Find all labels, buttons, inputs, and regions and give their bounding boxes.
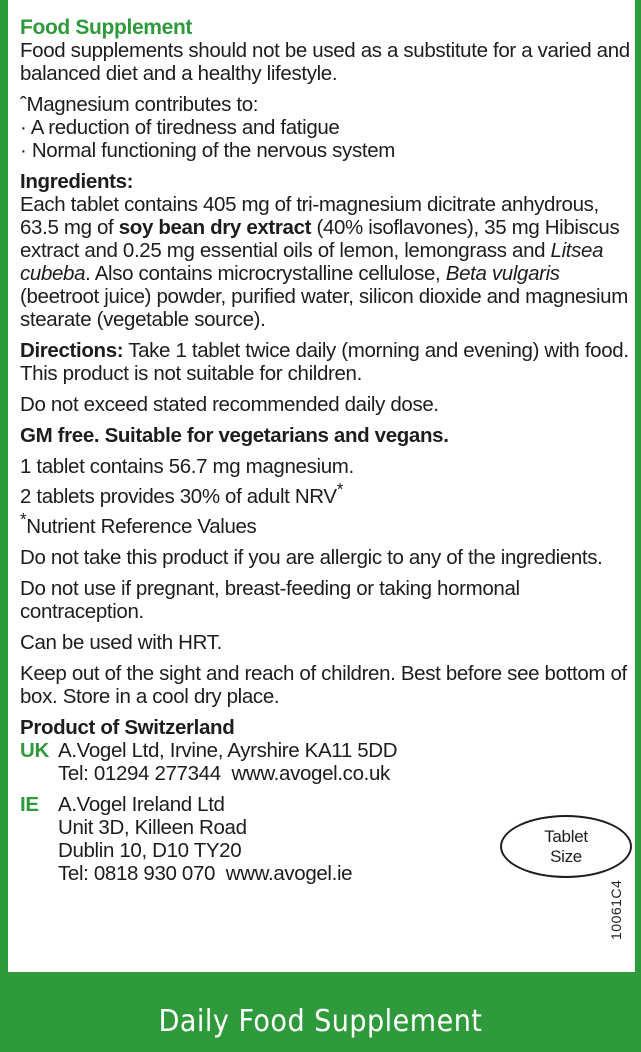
tablet-size-label: Size <box>550 846 582 866</box>
directions-section <box>20 339 634 416</box>
footnote-asterisk: * <box>20 509 27 529</box>
ingredients-section <box>20 170 634 331</box>
tablet-size-outline <box>500 815 632 878</box>
footer-title: Daily Food Supplement <box>158 1004 483 1039</box>
pregnancy-warning: Do not use if pregnant, breast-feeding or taking hormonal contraception. <box>20 576 520 623</box>
product-code: 10061C4 <box>608 879 624 940</box>
ingredients-litsea: Litsea cubeba <box>20 239 604 285</box>
nrv-asterisk: * <box>336 480 343 499</box>
directions-heading: Directions: <box>20 339 124 362</box>
ie-address-lines <box>58 793 352 885</box>
uk-address-lines <box>58 739 397 785</box>
allergy-warning: Do not take this product if you are allergic to any of the ingredients. <box>20 545 603 569</box>
address-line: Tel: 01294 277344 www.avogel.co.uk <box>58 761 390 785</box>
gm-free-statement: GM free. Suitable for vegetarians and vegans. <box>20 424 449 447</box>
magnesium-claim-item: · A reduction of tiredness and fatigue <box>20 116 340 139</box>
food-supplement-heading: Food Supplement <box>20 16 193 39</box>
directions-text <box>20 339 634 362</box>
food-supplement-text: Food supplements should not be used as a substitute for a varied and balanced diet and a healthy lifestyle. <box>20 39 630 85</box>
address-line: Dublin 10, D10 TY20 <box>58 838 242 862</box>
address-line: A.Vogel Ireland Ltd <box>58 792 225 816</box>
label-content <box>20 16 634 885</box>
ingredients-text <box>20 193 634 331</box>
footer-banner <box>0 972 641 1052</box>
magnesium-claim-item: · Normal functioning of the nervous system <box>20 139 395 162</box>
tablet-size-label: Tablet <box>544 826 588 846</box>
nrv-text: 2 tablets provides 30% of adult NRV <box>20 484 337 508</box>
ingredients-part: (beetroot juice) powder, purified water, silicon dioxide and magnesium stearate (vegetable source). <box>20 285 628 331</box>
nutrition-line: 1 tablet contains 56.7 mg magnesium. <box>20 455 354 478</box>
address-line: A.Vogel Ltd, Irvine, Ayrshire KA11 5DD <box>58 738 398 762</box>
ingredients-soy-bean: soy bean dry extract <box>118 216 312 239</box>
footnote-text: Nutrient Reference Values <box>26 514 257 538</box>
hrt-note: Can be used with HRT. <box>20 630 222 654</box>
nutrition-section <box>20 455 634 538</box>
product-origin: Product of Switzerland <box>20 715 235 739</box>
magnesium-intro: ˆMagnesium contributes to: <box>20 93 259 116</box>
uk-code: UK <box>20 738 49 762</box>
ingredients-beta-vulgaris: Beta vulgaris <box>445 262 560 285</box>
ie-code: IE <box>20 792 39 816</box>
storage-note: Keep out of the sight and reach of children. Best before see bottom of box. Store in a cool dry place. <box>20 661 627 708</box>
children-warning: This product is not suitable for children. <box>20 362 362 385</box>
magnesium-claims <box>20 93 634 162</box>
nutrition-line <box>20 478 634 508</box>
ingredients-part: . Also contains microcrystalline cellulose, <box>85 262 446 285</box>
address-line: Tel: 0818 930 070 www.avogel.ie <box>58 861 353 885</box>
ingredients-part: (40% isoflavones), 35 mg Hibiscus extract and 0.25 mg essential oils of lemon, lemongrass and <box>20 216 620 262</box>
uk-address <box>20 739 634 785</box>
ingredients-heading: Ingredients: <box>20 170 134 193</box>
dose-warning: Do not exceed stated recommended daily dose. <box>20 393 439 416</box>
address-line: Unit 3D, Killeen Road <box>58 815 247 839</box>
ingredients-part: Each tablet contains 405 mg of tri-magnesium dicitrate anhydrous, 63.5 mg of <box>20 193 599 239</box>
directions-body: Take 1 tablet twice daily (morning and evening) with food. <box>123 339 629 362</box>
nutrition-footnote <box>20 508 634 538</box>
